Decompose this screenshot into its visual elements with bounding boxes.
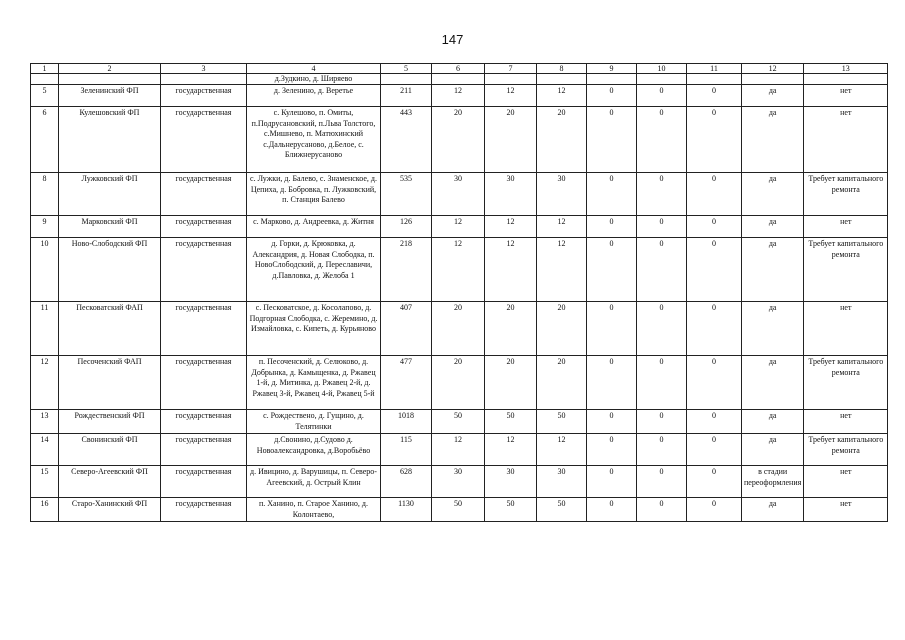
table-cell: Кулешовский ФП	[59, 107, 161, 173]
table-cell: государственная	[161, 410, 247, 434]
table-cell: 30	[432, 173, 485, 216]
table-cell: да	[742, 356, 804, 410]
medical-facilities-table	[30, 63, 888, 522]
header-cell: 5	[381, 64, 432, 74]
table-cell: государственная	[161, 216, 247, 238]
table-cell: 12	[485, 434, 537, 466]
table-cell: 0	[637, 85, 687, 107]
table-cell: 0	[587, 216, 637, 238]
table-cell: с. Лужки, д. Балево, с. Знаменское, д. Цепиха, д. Бобровка, п. Лужковский, п. Станция Балево	[247, 173, 381, 216]
table-cell: 20	[537, 356, 587, 410]
header-cell: 9	[587, 64, 637, 74]
table-cell: 12	[432, 216, 485, 238]
table-cell: 10	[31, 238, 59, 302]
table-cell: 0	[687, 107, 742, 173]
table-cell: с. Кулешово, п. Омиты, п.Подрусановский, п.Льва Толстого, с.Мишнево, п. Матюхинский с.Дальнерусаново, д.Белое, с. Ближнерусаново	[247, 107, 381, 173]
table-cell: Песковатский ФАП	[59, 302, 161, 356]
table-cell: 12	[485, 85, 537, 107]
table-cell: 15	[31, 466, 59, 498]
table-cell: 20	[537, 107, 587, 173]
table-row	[31, 74, 888, 85]
table-cell: с. Марково, д. Андреевка, д. Житня	[247, 216, 381, 238]
table-cell: 0	[637, 466, 687, 498]
table-cell: 12	[485, 238, 537, 302]
table-cell: 20	[432, 356, 485, 410]
table-cell: государственная	[161, 498, 247, 522]
table-cell: 1130	[381, 498, 432, 522]
table-cell: да	[742, 434, 804, 466]
table-row	[31, 216, 888, 238]
table-cell: с. Песковатское, д. Косолапово, д. Подгорная Слободка, с. Жеремино, д. Измайловка, с. Кипеть, д. Курьяново	[247, 302, 381, 356]
table-cell: нет	[804, 107, 888, 173]
table-cell: 12	[432, 434, 485, 466]
table-cell	[637, 74, 687, 85]
table-cell	[804, 74, 888, 85]
table-cell: 30	[485, 466, 537, 498]
table-cell: да	[742, 238, 804, 302]
table-cell: государственная	[161, 302, 247, 356]
table-cell: 13	[31, 410, 59, 434]
table-cell: Требует капитального ремонта	[804, 238, 888, 302]
table-cell: 9	[31, 216, 59, 238]
table-cell: нет	[804, 466, 888, 498]
table-cell: 0	[687, 410, 742, 434]
header-cell: 10	[637, 64, 687, 74]
table-cell: Северо-Агеевский ФП	[59, 466, 161, 498]
table-cell: 0	[637, 107, 687, 173]
table-row	[31, 466, 888, 498]
table-cell: 50	[432, 410, 485, 434]
table-cell: да	[742, 302, 804, 356]
table-cell: Требует капитального ремонта	[804, 356, 888, 410]
table-row	[31, 238, 888, 302]
table-cell: Марковский ФП	[59, 216, 161, 238]
table-cell: 0	[637, 302, 687, 356]
table-cell: 0	[637, 498, 687, 522]
table-cell: 20	[432, 302, 485, 356]
table-cell: 20	[485, 107, 537, 173]
table-cell: п. Ханино, п. Старое Ханино, д. Колонтаево,	[247, 498, 381, 522]
table-cell	[161, 74, 247, 85]
table-cell: да	[742, 107, 804, 173]
table-cell: 211	[381, 85, 432, 107]
table-cell: 30	[537, 173, 587, 216]
table-cell: 0	[687, 85, 742, 107]
table-cell: в стадии переоформления	[742, 466, 804, 498]
table-cell: 0	[587, 238, 637, 302]
table-row	[31, 498, 888, 522]
table-cell: д.Свонино, д.Судово д. Новоалександровка, д.Воробьёво	[247, 434, 381, 466]
table-cell: 0	[687, 238, 742, 302]
header-cell: 7	[485, 64, 537, 74]
table-cell: 0	[587, 498, 637, 522]
table-cell: государственная	[161, 466, 247, 498]
table-cell: 0	[637, 410, 687, 434]
table-cell: государственная	[161, 107, 247, 173]
table-cell: 0	[637, 216, 687, 238]
table-cell: 14	[31, 434, 59, 466]
table-cell: 0	[687, 356, 742, 410]
table-cell: 8	[31, 173, 59, 216]
table-cell: 30	[485, 173, 537, 216]
table-cell	[587, 74, 637, 85]
table-cell: государственная	[161, 434, 247, 466]
table-cell: да	[742, 85, 804, 107]
table-cell: государственная	[161, 85, 247, 107]
header-cell: 13	[804, 64, 888, 74]
table-cell: 6	[31, 107, 59, 173]
header-cell: 2	[59, 64, 161, 74]
table-cell: 50	[485, 410, 537, 434]
table-cell: 0	[587, 356, 637, 410]
table-body	[31, 64, 888, 522]
table-cell: 1018	[381, 410, 432, 434]
header-cell: 1	[31, 64, 59, 74]
table-cell: 115	[381, 434, 432, 466]
table-row	[31, 356, 888, 410]
table-cell: Ново-Слободский ФП	[59, 238, 161, 302]
table-cell: государственная	[161, 238, 247, 302]
table-cell	[485, 74, 537, 85]
table-cell	[31, 74, 59, 85]
header-cell: 6	[432, 64, 485, 74]
table-cell: 0	[637, 173, 687, 216]
table-cell: Требует капитального ремонта	[804, 434, 888, 466]
table-cell: 0	[687, 173, 742, 216]
table-cell: 12	[537, 238, 587, 302]
table-cell: нет	[804, 498, 888, 522]
table-cell: 50	[537, 498, 587, 522]
table-cell: 0	[687, 434, 742, 466]
table-cell: 0	[587, 434, 637, 466]
table-cell: 0	[637, 238, 687, 302]
table-cell: 477	[381, 356, 432, 410]
table-cell: 126	[381, 216, 432, 238]
table-cell: 5	[31, 85, 59, 107]
table-cell: 0	[587, 302, 637, 356]
table-cell: 12	[432, 85, 485, 107]
header-row	[31, 64, 888, 74]
table-cell: д. Зеленино, д. Веретье	[247, 85, 381, 107]
table-cell: 12	[485, 216, 537, 238]
table-cell: 0	[687, 498, 742, 522]
table-cell: д. Горки, д. Крюковка, д. Александрия, д. Новая Слободка, п. НовоСлободский, д. Переславичи, д.Павловка, д. Желоба 1	[247, 238, 381, 302]
table-cell: 50	[432, 498, 485, 522]
table-cell	[59, 74, 161, 85]
table-cell: 16	[31, 498, 59, 522]
table-cell: 12	[537, 85, 587, 107]
table-cell	[381, 74, 432, 85]
table-cell: нет	[804, 410, 888, 434]
table-row	[31, 410, 888, 434]
table-row	[31, 302, 888, 356]
table-cell: 0	[587, 410, 637, 434]
table-cell: 218	[381, 238, 432, 302]
table-cell	[687, 74, 742, 85]
table-cell: 628	[381, 466, 432, 498]
table-cell	[537, 74, 587, 85]
table-cell: Свонинский ФП	[59, 434, 161, 466]
table-cell: 20	[537, 302, 587, 356]
table-cell: государственная	[161, 173, 247, 216]
table-cell: государственная	[161, 356, 247, 410]
table-cell: д. Ивицино, д. Варушицы, п. Северо-Агеевский, д. Острый Клин	[247, 466, 381, 498]
table-cell: 407	[381, 302, 432, 356]
table-row	[31, 107, 888, 173]
table-cell: 0	[687, 302, 742, 356]
table-cell: да	[742, 173, 804, 216]
table-cell: п. Песоченский, д. Селюково, д. Добрынка, д. Камыщенка, д. Ржавец 1-й, д. Митинка, д. Ржавец 2-й, д. Ржавец 3-й, Ржавец 4-й, Ржавец 5-й	[247, 356, 381, 410]
table-cell: д.Зудкино, д. Ширяево	[247, 74, 381, 85]
table-cell: 50	[485, 498, 537, 522]
table-cell: 12	[31, 356, 59, 410]
table-cell: Рождественский ФП	[59, 410, 161, 434]
header-cell: 4	[247, 64, 381, 74]
table-cell: да	[742, 498, 804, 522]
table-cell: 20	[485, 356, 537, 410]
table-cell: 0	[687, 216, 742, 238]
table-cell: 20	[485, 302, 537, 356]
table-cell: 0	[587, 173, 637, 216]
table-cell: нет	[804, 85, 888, 107]
header-cell: 11	[687, 64, 742, 74]
table-cell: нет	[804, 302, 888, 356]
header-cell: 3	[161, 64, 247, 74]
table-cell: 0	[637, 434, 687, 466]
header-cell: 12	[742, 64, 804, 74]
table-cell: Зеленинский ФП	[59, 85, 161, 107]
page-number: 147	[441, 32, 464, 47]
table-cell: 0	[587, 85, 637, 107]
table-cell: 30	[432, 466, 485, 498]
table-cell: 443	[381, 107, 432, 173]
table-cell: нет	[804, 216, 888, 238]
table-cell: 0	[687, 466, 742, 498]
table-cell: Лужковский ФП	[59, 173, 161, 216]
table-cell: 30	[537, 466, 587, 498]
table-cell: 50	[537, 410, 587, 434]
table-row	[31, 85, 888, 107]
table-cell: Старо-Ханинский ФП	[59, 498, 161, 522]
table-cell	[742, 74, 804, 85]
table-cell: 0	[587, 107, 637, 173]
table-cell: 0	[587, 466, 637, 498]
table-cell: да	[742, 216, 804, 238]
table-cell: 535	[381, 173, 432, 216]
table-cell: 12	[432, 238, 485, 302]
table-cell: 0	[637, 356, 687, 410]
table-cell: Требует капитального ремонта	[804, 173, 888, 216]
table-cell: 20	[432, 107, 485, 173]
header-cell: 8	[537, 64, 587, 74]
table-cell	[432, 74, 485, 85]
table-cell: 12	[537, 216, 587, 238]
table-cell: с. Рождествено, д. Гущино, д. Телятинки	[247, 410, 381, 434]
table-row	[31, 434, 888, 466]
table-cell: 11	[31, 302, 59, 356]
table-cell: Песоченский ФАП	[59, 356, 161, 410]
table-cell: да	[742, 410, 804, 434]
table-row	[31, 173, 888, 216]
table-cell: 12	[537, 434, 587, 466]
